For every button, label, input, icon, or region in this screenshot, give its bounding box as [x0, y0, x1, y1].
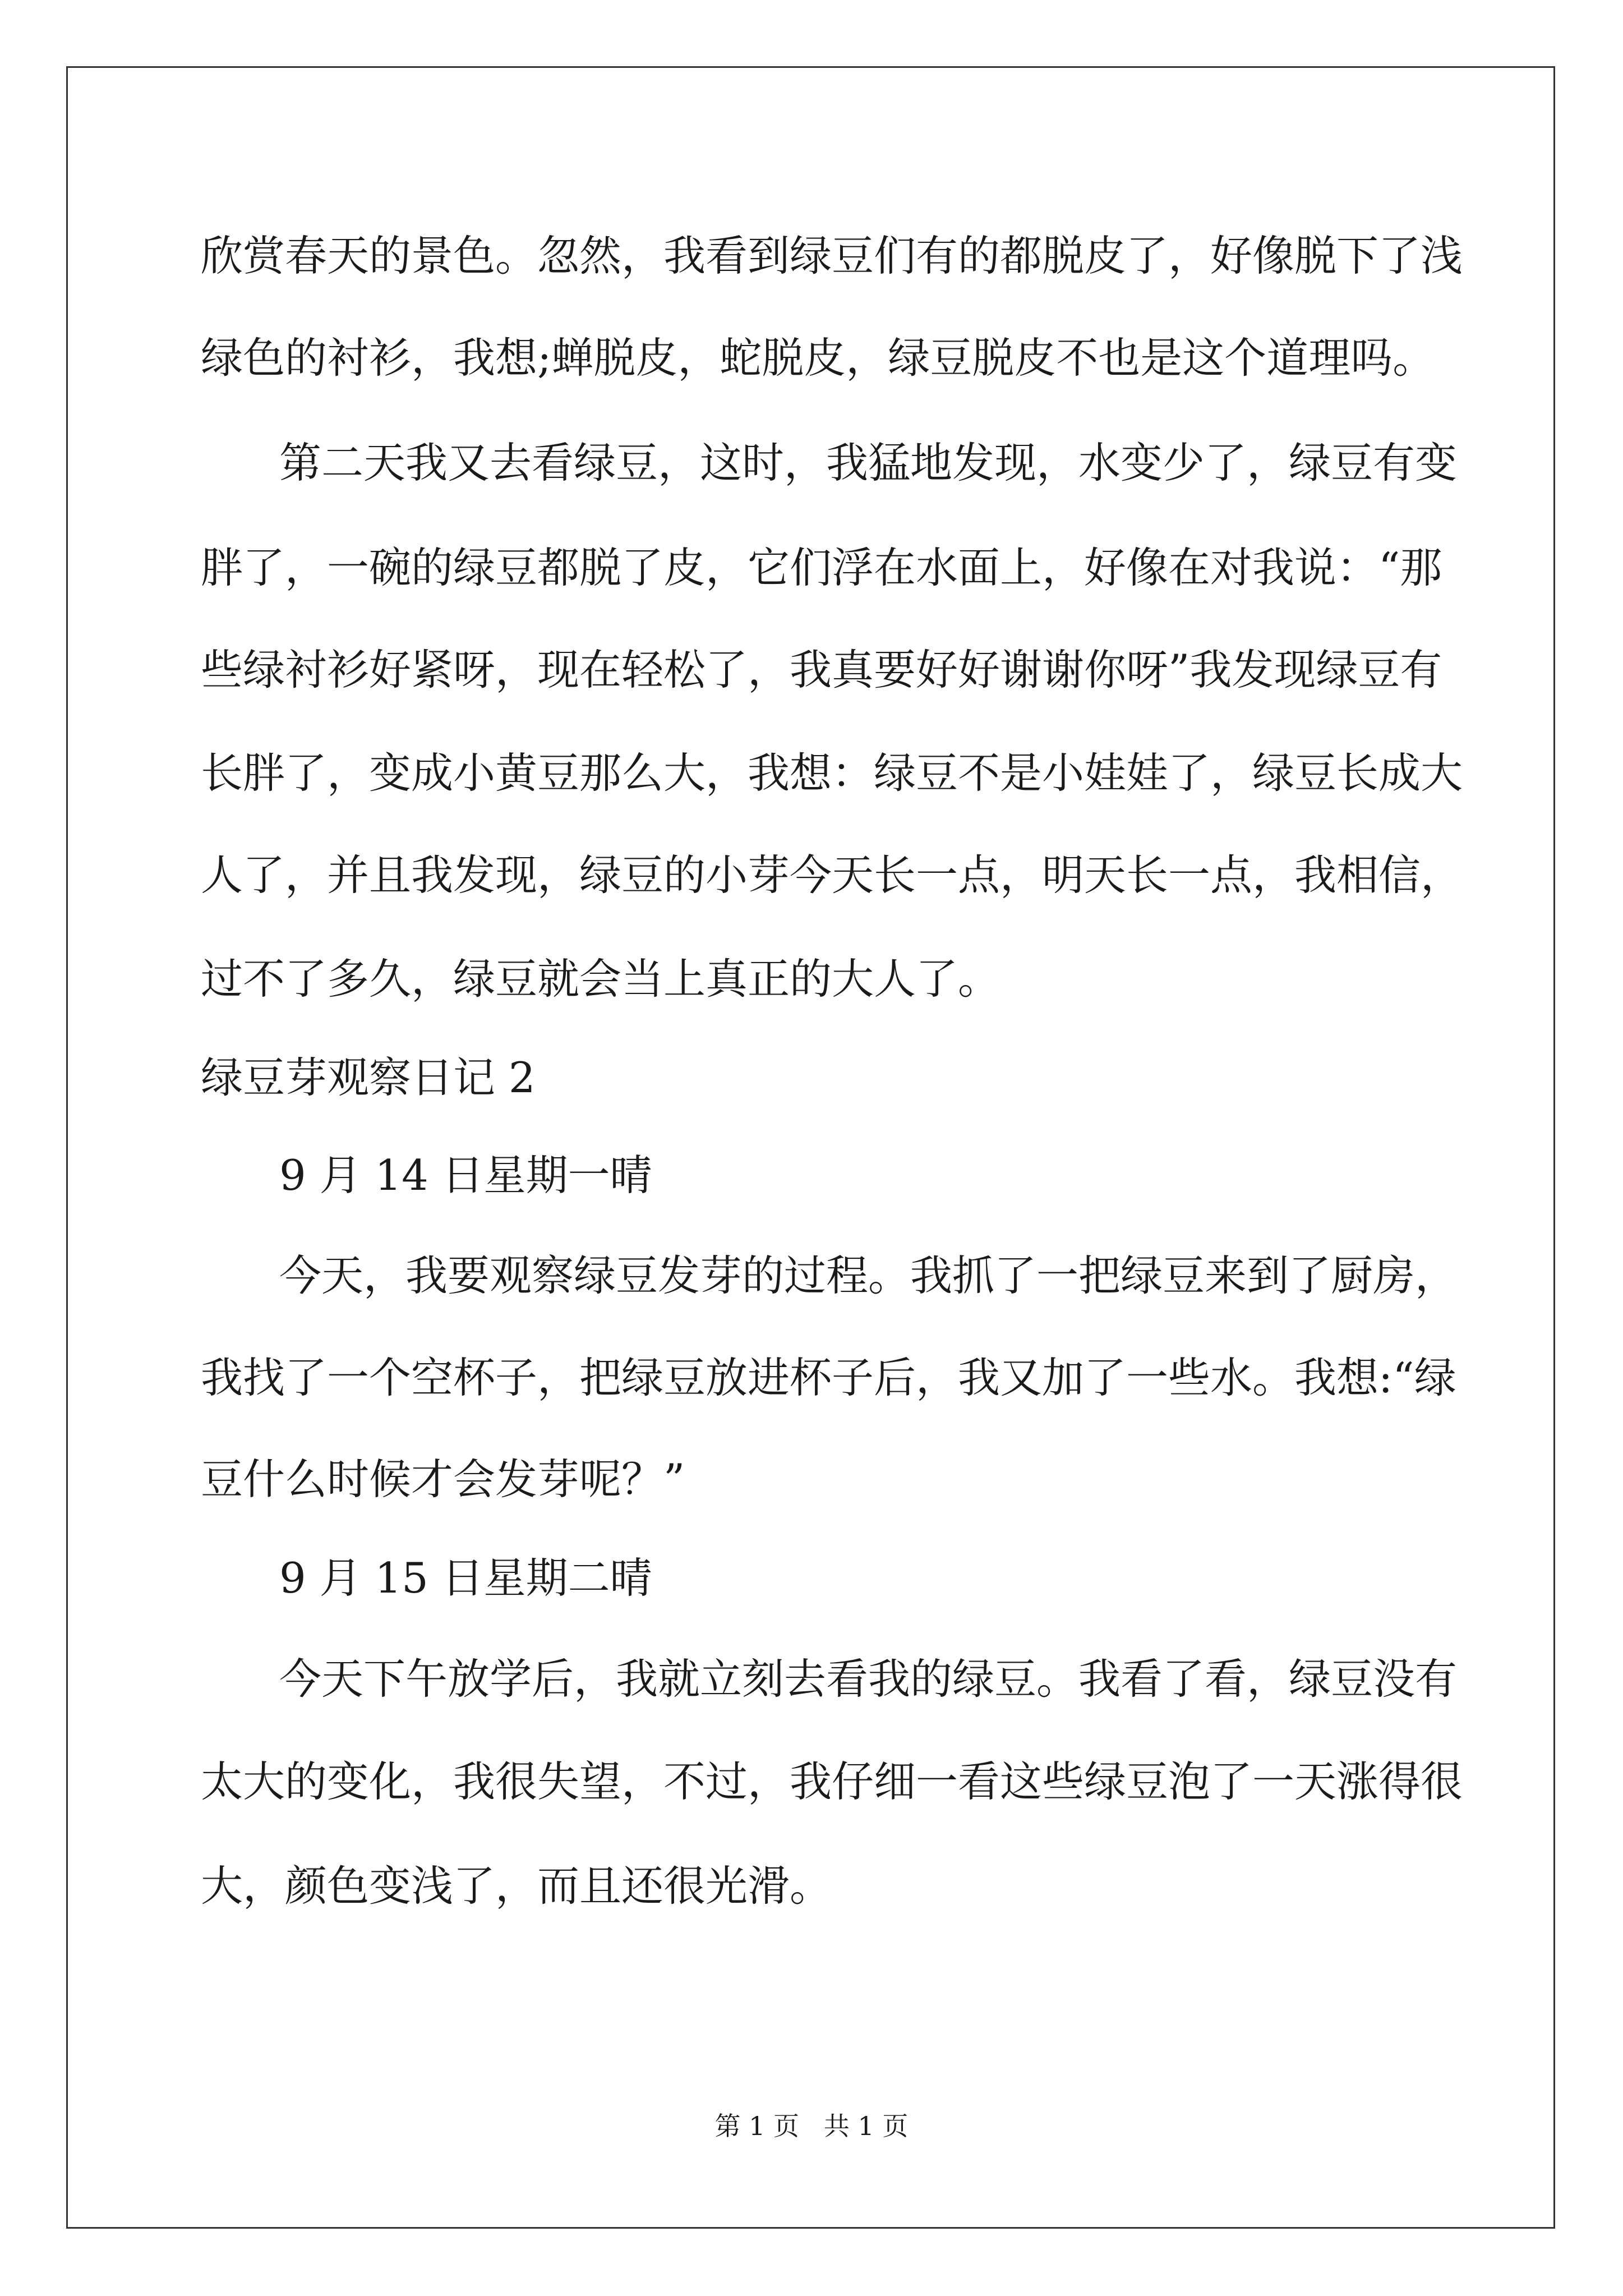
text-line: 我找了一个空杯子，把绿豆放进杯子后，我又加了一些水。我想:“绿	[201, 1353, 1456, 1402]
paragraph-start-line: 第二天我又去看绿豆，这时，我猛地发现，水变少了，绿豆有变	[279, 438, 1458, 487]
text-line: 绿色的衬衫，我想;蝉脱皮，蛇脱皮，绿豆脱皮不也是这个道理吗。	[201, 333, 1435, 383]
paragraph-start-line: 今天下午放学后，我就立刻去看我的绿豆。我看了看，绿豆没有	[279, 1654, 1458, 1704]
text-line: 胖了，一碗的绿豆都脱了皮，它们浮在水面上，好像在对我说：“那	[201, 543, 1442, 592]
text-line: 豆什么时候才会发芽呢？”	[201, 1455, 685, 1504]
text-line: 些绿衬衫好紧呀，现在轻松了，我真要好好谢谢你呀”我发现绿豆有	[201, 645, 1442, 694]
date-line: 9 月 15 日星期二晴	[279, 1553, 652, 1603]
text-line: 欣赏春天的景色。忽然，我看到绿豆们有的都脱皮了，好像脱下了浅	[201, 231, 1463, 280]
section-heading: 绿豆芽观察日记 2	[201, 1053, 536, 1102]
text-line: 长胖了，变成小黄豆那么大，我想：绿豆不是小娃娃了，绿豆长成大	[201, 748, 1463, 798]
text-line: 太大的变化，我很失望，不过，我仔细一看这些绿豆泡了一天涨得很	[201, 1757, 1463, 1806]
page-footer: 第 1 页 共 1 页	[714, 2111, 909, 2141]
text-line: 过不了多久，绿豆就会当上真正的大人了。	[201, 954, 1000, 1004]
date-line: 9 月 14 日星期一晴	[279, 1151, 652, 1200]
text-line: 大，颜色变浅了，而且还很光滑。	[201, 1861, 832, 1911]
text-line: 人了，并且我发现，绿豆的小芽今天长一点，明天长一点，我相信，	[201, 850, 1463, 900]
paragraph-start-line: 今天，我要观察绿豆发芽的过程。我抓了一把绿豆来到了厨房，	[279, 1251, 1458, 1300]
